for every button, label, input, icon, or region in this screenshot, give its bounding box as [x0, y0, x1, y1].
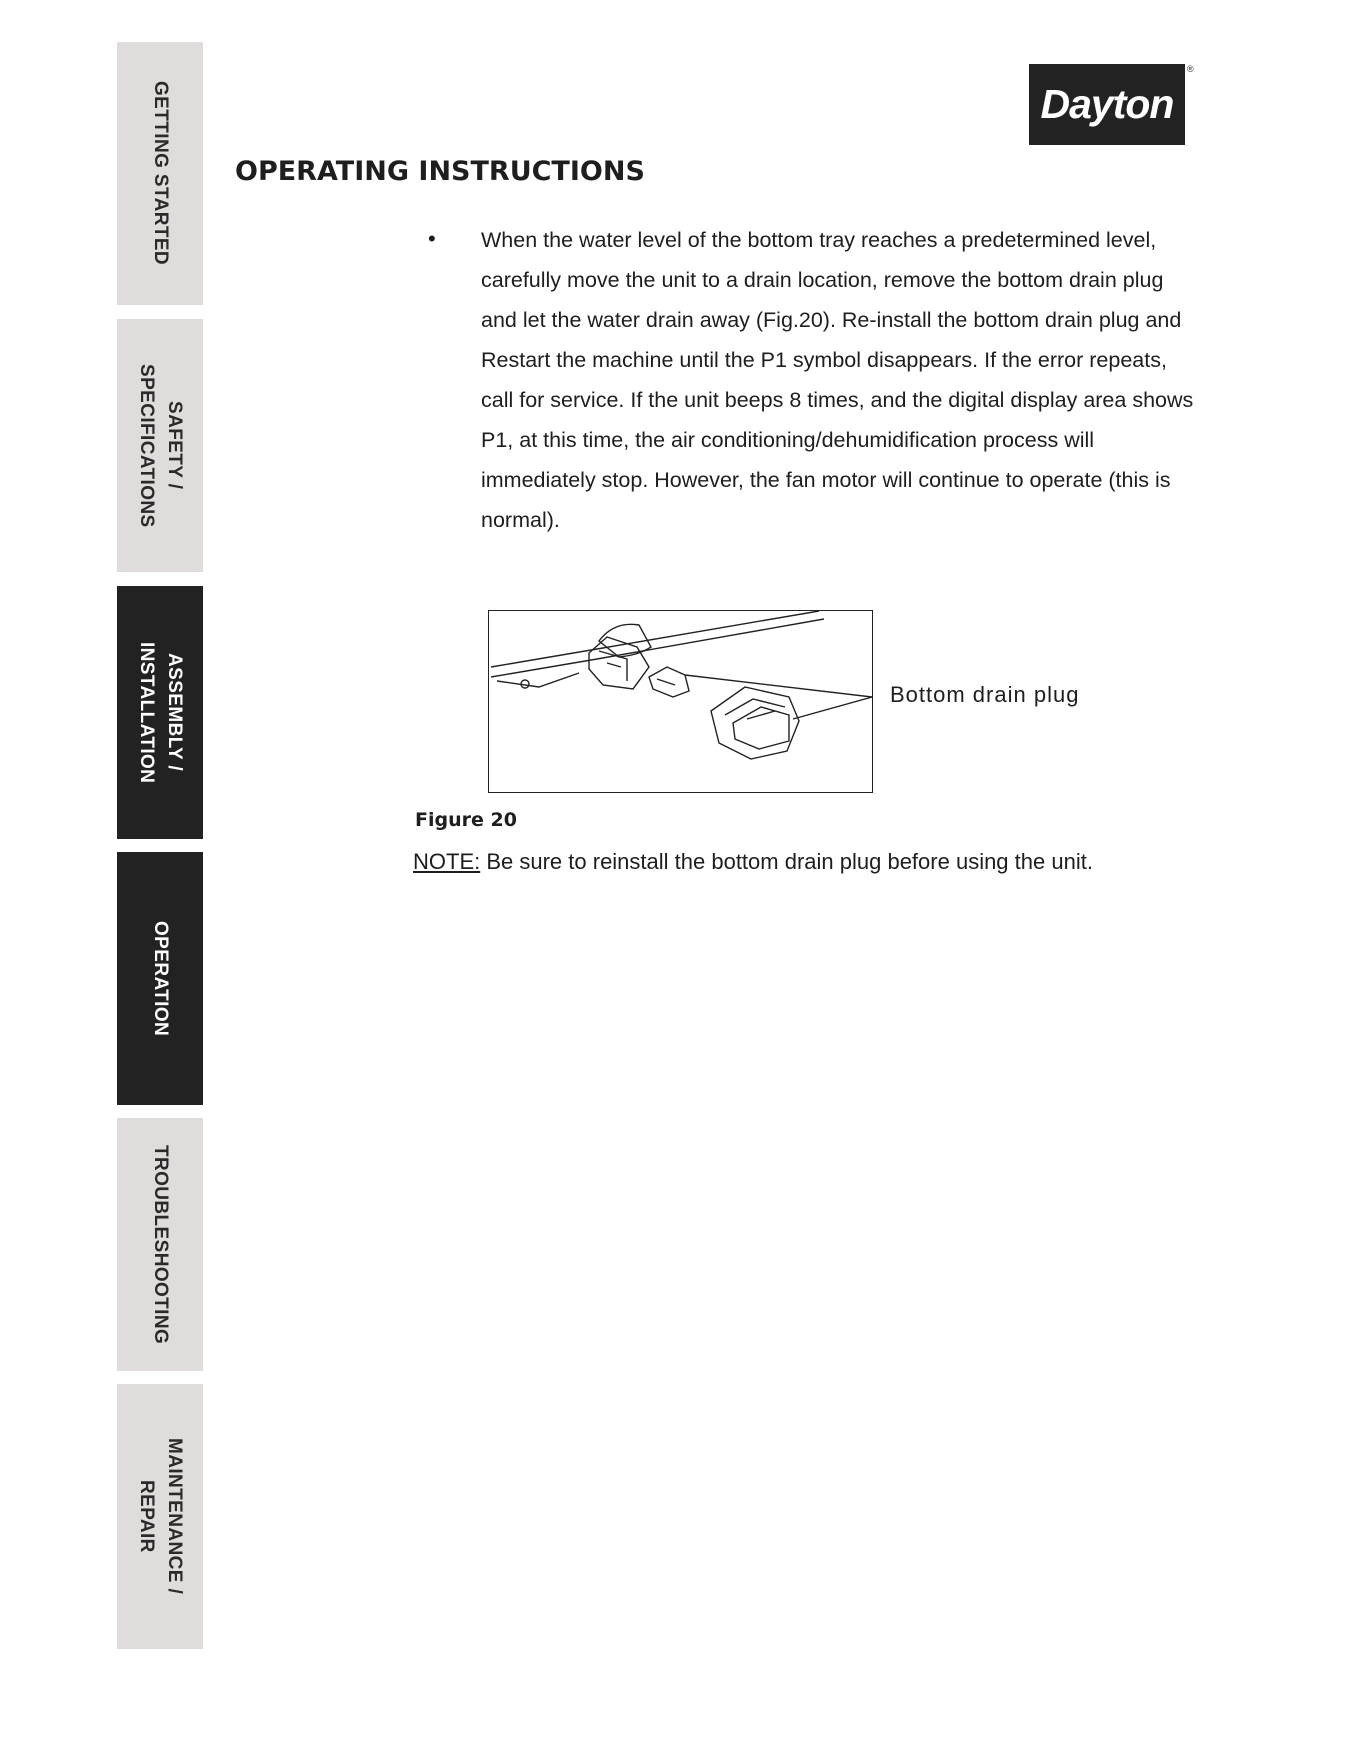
tab-troubleshooting[interactable] — [117, 1118, 203, 1371]
instruction-paragraph: When the water level of the bottom tray reaches a predetermined level, carefully move the unit to a drain location, remove the bottom drain plug and let the water drain away (Fig.20). Re-install the bottom drain plug and Restart the machine until the P1 symbol disappears. If the error repeats, call for service. If the unit beeps 8 times, and the digital display area shows P1, at this time, the air conditioning/dehumidification process will immediately stop. However, the fan motor will continue to operate (this is normal). — [481, 228, 1194, 532]
tab-safety-specifications-label — [132, 364, 188, 528]
registered-mark: ® — [1187, 64, 1194, 74]
note-body: Be sure to reinstall the bottom drain plug before using the unit. — [480, 849, 1093, 874]
tab-maintenance-line2: REPAIR — [136, 1480, 157, 1553]
tab-assembly-installation-label — [132, 642, 188, 783]
note-text — [413, 849, 1093, 875]
figure-20-illustration — [488, 610, 873, 793]
tab-getting-started-label: GETTING STARTED — [150, 81, 171, 266]
figure-caption: Figure 20 — [415, 809, 517, 831]
bottom-drain-plug-callout: Bottom drain plug — [890, 682, 1080, 707]
tab-maintenance-repair-label — [132, 1438, 188, 1594]
tab-troubleshooting-label: TROUBLESHOOTING — [150, 1144, 171, 1345]
tab-safety-line1: SAFETY / — [164, 401, 185, 490]
tab-assembly-line1: ASSEMBLY / — [164, 653, 185, 772]
tab-maintenance-repair[interactable] — [117, 1384, 203, 1649]
tab-getting-started[interactable] — [117, 42, 203, 305]
drain-plug-diagram — [489, 611, 872, 792]
tab-operation[interactable] — [117, 852, 203, 1105]
tab-assembly-line2: INSTALLATION — [136, 641, 157, 784]
tab-safety-specifications[interactable] — [117, 319, 203, 572]
logo-text: Dayton — [1040, 81, 1174, 127]
tab-assembly-installation[interactable] — [117, 586, 203, 839]
note-label: NOTE: — [413, 849, 481, 874]
tab-safety-line2: SPECIFICATIONS — [136, 363, 157, 528]
dayton-logo — [1029, 64, 1185, 145]
bullet-marker: • — [428, 226, 436, 251]
tab-maintenance-line1: MAINTENANCE / — [164, 1438, 185, 1595]
tab-operation-label: OPERATION — [150, 920, 171, 1037]
page-title: OPERATING INSTRUCTIONS — [235, 156, 645, 187]
